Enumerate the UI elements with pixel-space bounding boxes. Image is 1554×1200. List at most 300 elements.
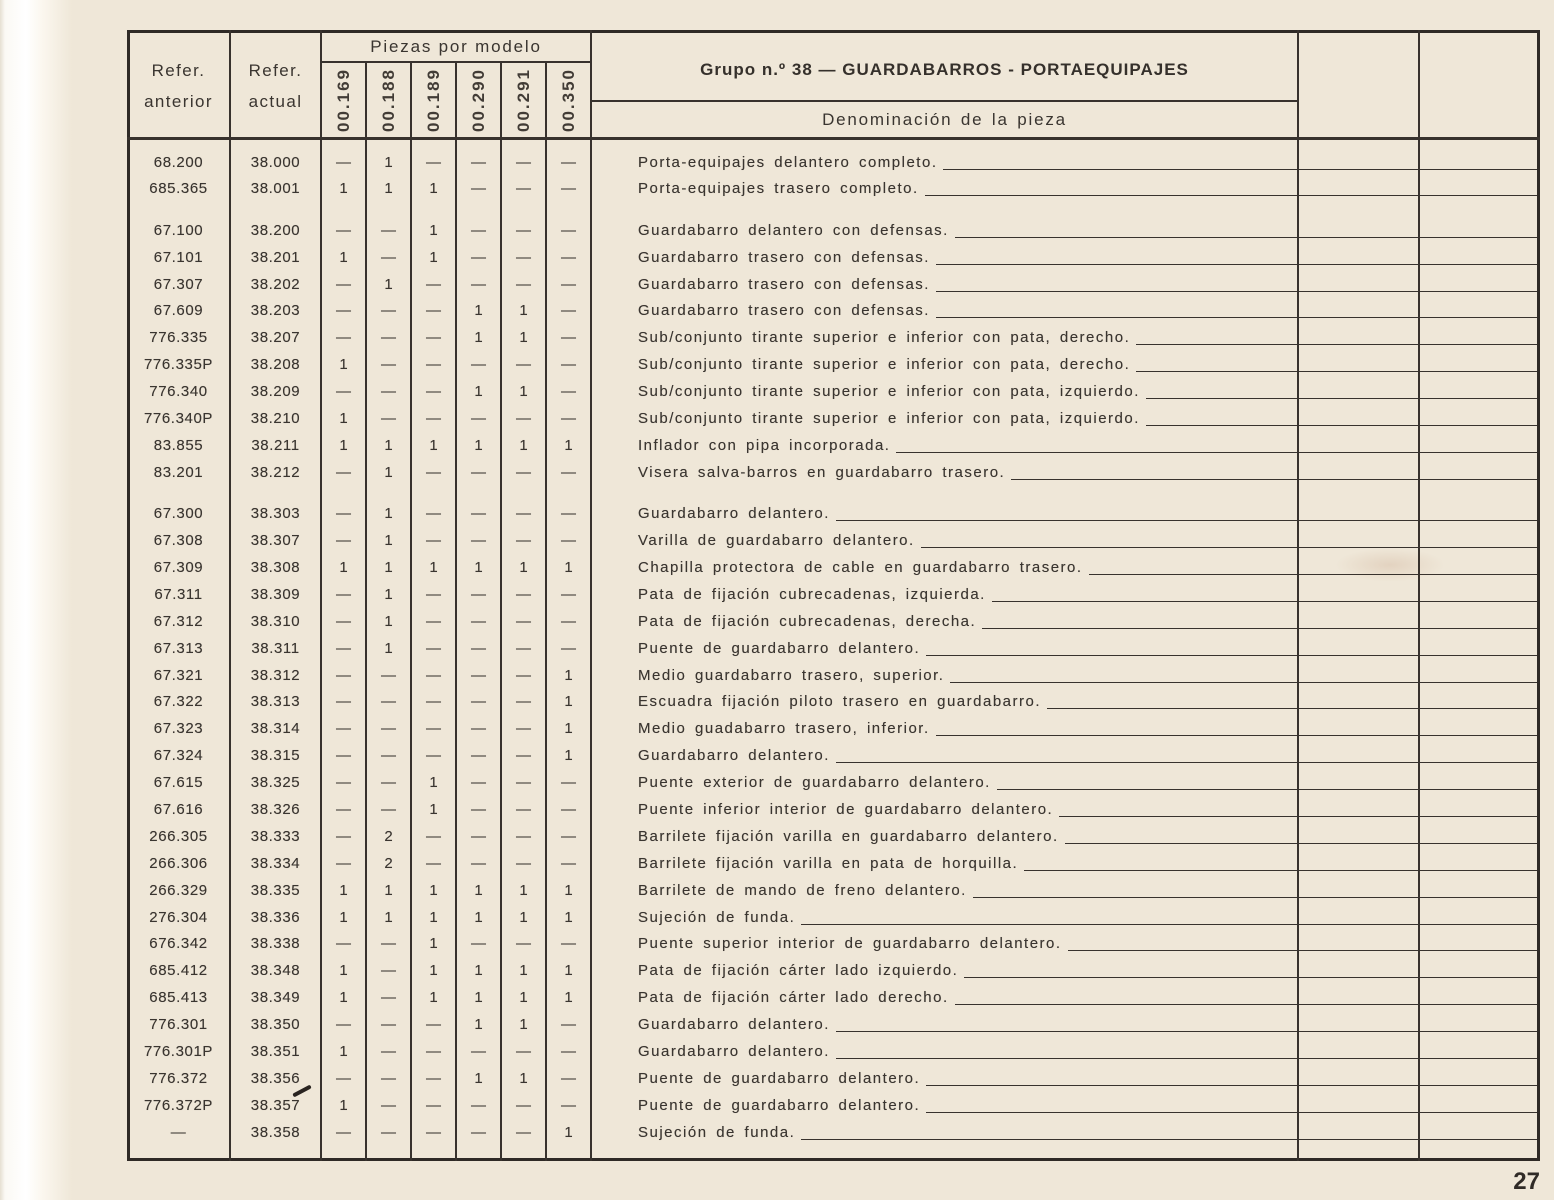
description-text: Puente de guardabarro delantero. <box>638 1096 921 1114</box>
model-qty-cell: — <box>381 935 396 953</box>
leader-line <box>926 1066 1298 1086</box>
row-rule <box>1419 905 1540 925</box>
row-rule <box>1298 636 1419 656</box>
leader-line <box>925 176 1298 196</box>
header-refer-actual-line1: Refer. <box>248 61 303 80</box>
model-qty-cell: — <box>516 356 531 374</box>
row-rule <box>1298 905 1419 925</box>
model-qty-cell: — <box>516 180 531 198</box>
leader-line <box>1047 689 1298 709</box>
row-rule <box>1298 1012 1419 1032</box>
table-row <box>127 689 1540 716</box>
row-rule <box>1298 609 1419 629</box>
table-row <box>127 379 1540 406</box>
model-qty-cell: 1 <box>384 908 393 926</box>
blank-column-cell <box>1419 743 1540 770</box>
row-group <box>127 501 1540 1146</box>
refer-anterior-cell: 83.201 <box>153 463 204 481</box>
header-denominacion: Denominación de la pieza <box>822 110 1067 129</box>
row-rule <box>1419 379 1540 399</box>
description-cell <box>591 150 1298 177</box>
leader-line <box>1146 406 1298 426</box>
model-qty-cell: — <box>426 720 441 738</box>
description-cell <box>591 878 1298 905</box>
row-rule <box>1298 689 1419 709</box>
description-text: Pata de fijación cubrecadenas, derecha. <box>638 612 977 630</box>
row-rule <box>1298 1093 1419 1113</box>
description-cell <box>591 797 1298 824</box>
model-qty-cell: — <box>561 854 576 872</box>
description-text: Guardabarro delantero. <box>638 505 830 523</box>
row-rule <box>1419 555 1540 575</box>
model-qty-cell: — <box>516 1096 531 1114</box>
leader-line <box>921 528 1298 548</box>
row-rule <box>1419 1120 1540 1140</box>
leader-line <box>936 716 1298 736</box>
blank-column-cell <box>1419 582 1540 609</box>
model-qty-cell: 1 <box>384 505 393 523</box>
refer-anterior-cell: 67.312 <box>153 612 204 630</box>
model-qty-cell: — <box>516 612 531 630</box>
refer-actual-cell: 38.001 <box>250 180 301 198</box>
row-rule <box>1298 1066 1419 1086</box>
model-qty-cell: 1 <box>474 1069 483 1087</box>
table-row <box>127 298 1540 325</box>
table-row <box>127 958 1540 985</box>
refer-anterior-cell: 685.413 <box>149 989 208 1007</box>
description-text: Sub/conjunto tirante superior e inferior con pata, derecho. <box>638 356 1131 374</box>
model-qty-cell: — <box>561 329 576 347</box>
model-qty-cell: 1 <box>384 881 393 899</box>
refer-actual-cell: 38.333 <box>250 827 301 845</box>
refer-actual-cell: 38.315 <box>250 747 301 765</box>
description-text: Visera salva-barros en guardabarro trasero. <box>638 463 1006 481</box>
model-qty-cell: 1 <box>474 436 483 454</box>
description-cell <box>591 555 1298 582</box>
model-code-label: 00.188 <box>378 68 398 132</box>
model-qty-cell: 1 <box>519 1069 528 1087</box>
refer-actual-cell: 38.211 <box>251 436 300 454</box>
description-text: Barrilete fijación varilla en pata de horquilla. <box>638 854 1019 872</box>
row-rule <box>1419 878 1540 898</box>
model-qty-cell: 1 <box>384 153 393 171</box>
model-qty-cell: — <box>516 639 531 657</box>
header-model-00-291 <box>501 62 546 138</box>
table-row <box>127 325 1540 352</box>
row-rule <box>1298 878 1419 898</box>
model-qty-cell: — <box>426 383 441 401</box>
model-qty-cell: — <box>516 827 531 845</box>
model-qty-cell: 1 <box>474 329 483 347</box>
model-qty-cell: 1 <box>519 383 528 401</box>
model-qty-cell: 1 <box>564 962 573 980</box>
description-cell <box>591 528 1298 555</box>
row-rule <box>1419 663 1540 683</box>
model-qty-cell: — <box>381 1096 396 1114</box>
row-rule <box>1298 985 1419 1005</box>
description-cell <box>591 743 1298 770</box>
model-qty-cell: — <box>561 302 576 320</box>
blank-column-cell <box>1298 1120 1419 1147</box>
refer-anterior-cell: 67.324 <box>153 747 204 765</box>
model-qty-cell: — <box>561 1043 576 1060</box>
model-qty-cell: — <box>336 153 351 171</box>
row-rule <box>1298 272 1419 292</box>
model-qty-cell: 1 <box>519 962 528 980</box>
blank-column-cell <box>1419 298 1540 325</box>
row-rule <box>1298 218 1419 238</box>
model-qty-cell: — <box>471 666 486 684</box>
leader-line <box>801 1120 1298 1140</box>
blank-column-cell <box>1298 689 1419 716</box>
blank-column-cell <box>1298 1093 1419 1120</box>
row-rule <box>1419 218 1540 238</box>
model-qty-cell: — <box>336 827 351 845</box>
model-qty-cell: 1 <box>339 881 348 899</box>
model-qty-cell: 1 <box>339 1043 348 1060</box>
row-rule <box>1298 851 1419 871</box>
model-qty-cell: — <box>426 612 441 630</box>
description-cell <box>591 851 1298 878</box>
leader-line <box>936 245 1298 265</box>
table-row <box>127 1039 1540 1066</box>
header-refer-actual <box>230 55 321 117</box>
model-qty-cell: — <box>561 612 576 630</box>
refer-anterior-cell: 776.340 <box>149 383 208 401</box>
model-qty-cell: 1 <box>429 248 438 266</box>
description-text: Puente de guardabarro delantero. <box>638 639 921 657</box>
page-binding-edge <box>0 0 75 1200</box>
leader-line <box>926 1093 1298 1113</box>
model-qty-cell: 1 <box>339 962 348 980</box>
refer-actual-cell: 38.202 <box>250 275 301 293</box>
model-qty-cell: — <box>471 1043 486 1060</box>
row-rule <box>1419 609 1540 629</box>
leader-line <box>1068 931 1298 951</box>
description-text: Porta-equipajes delantero completo. <box>638 153 938 171</box>
model-qty-cell: 1 <box>384 436 393 454</box>
blank-column-cell <box>1419 1120 1540 1147</box>
refer-anterior-cell: 266.329 <box>149 881 208 899</box>
blank-column-cell <box>1298 663 1419 690</box>
leader-line <box>836 1039 1298 1059</box>
leader-line <box>1146 379 1298 399</box>
blank-column-cell <box>1298 176 1419 203</box>
refer-anterior-cell: 67.311 <box>154 585 203 603</box>
model-qty-cell: 1 <box>384 612 393 630</box>
header-model-00-350 <box>546 62 591 138</box>
model-qty-cell: — <box>561 463 576 481</box>
column-divider <box>545 62 547 1161</box>
description-cell <box>591 958 1298 985</box>
model-qty-cell: — <box>471 356 486 374</box>
model-qty-cell: — <box>381 1069 396 1087</box>
description-cell <box>591 218 1298 245</box>
model-qty-cell: — <box>471 153 486 171</box>
refer-actual-cell: 38.326 <box>250 800 301 818</box>
blank-column-cell <box>1419 770 1540 797</box>
blank-column-cell <box>1419 218 1540 245</box>
header-bottom-rule <box>127 137 1540 140</box>
refer-actual-cell: 38.336 <box>250 908 301 926</box>
row-rule <box>1419 1066 1540 1086</box>
model-code-label: 00.189 <box>423 68 443 132</box>
refer-actual-cell: 38.307 <box>250 532 301 550</box>
header-model-00-188 <box>366 62 411 138</box>
refer-anterior-cell: 685.365 <box>149 180 208 198</box>
row-rule <box>1419 716 1540 736</box>
table-row <box>127 663 1540 690</box>
column-divider <box>455 62 457 1161</box>
row-rule <box>1419 824 1540 844</box>
model-qty-cell: 1 <box>474 1016 483 1034</box>
model-code-label: 00.169 <box>333 68 353 132</box>
model-qty-cell: — <box>336 1123 351 1141</box>
leader-line <box>1011 460 1298 480</box>
blank-column-cell <box>1298 433 1419 460</box>
model-qty-cell: — <box>381 383 396 401</box>
model-qty-cell: — <box>561 774 576 792</box>
model-qty-cell: 1 <box>339 989 348 1007</box>
model-qty-cell: 2 <box>384 854 393 872</box>
refer-actual-cell: 38.335 <box>250 881 301 899</box>
leader-line <box>955 218 1298 238</box>
description-text: Puente de guardabarro delantero. <box>638 1069 921 1087</box>
refer-anterior-cell: 67.323 <box>153 720 204 738</box>
blank-column-cell <box>1419 433 1540 460</box>
model-qty-cell: — <box>561 800 576 818</box>
model-qty-cell: — <box>516 1123 531 1141</box>
model-qty-cell: 1 <box>564 747 573 765</box>
leader-line <box>1136 352 1298 372</box>
refer-actual-cell: 38.334 <box>250 854 301 872</box>
model-qty-cell: — <box>381 962 396 980</box>
row-rule <box>1419 176 1540 196</box>
description-cell <box>591 406 1298 433</box>
blank-column-cell <box>1419 689 1540 716</box>
refer-actual-cell: 38.311 <box>251 639 300 657</box>
leader-line <box>836 501 1298 521</box>
table-row <box>127 245 1540 272</box>
model-qty-cell: — <box>426 329 441 347</box>
description-cell <box>591 1120 1298 1147</box>
model-qty-cell: — <box>336 1016 351 1034</box>
model-qty-cell: 1 <box>429 558 438 576</box>
row-rule <box>1298 716 1419 736</box>
model-qty-cell: — <box>426 153 441 171</box>
model-qty-cell: — <box>336 585 351 603</box>
model-qty-cell: — <box>471 1096 486 1114</box>
description-text: Sujeción de funda. <box>638 908 796 926</box>
model-qty-cell: 1 <box>339 1096 348 1114</box>
refer-actual-cell: 38.357 <box>250 1096 301 1114</box>
description-cell <box>591 298 1298 325</box>
blank-column-cell <box>1419 501 1540 528</box>
refer-actual-cell: 38.200 <box>250 221 301 239</box>
model-qty-cell: — <box>336 800 351 818</box>
table-row <box>127 528 1540 555</box>
column-divider <box>410 62 412 1161</box>
refer-actual-cell: 38.338 <box>250 935 301 953</box>
refer-anterior-cell: 776.340P <box>143 410 214 428</box>
row-rule <box>1298 325 1419 345</box>
models-header-rule <box>321 61 591 63</box>
model-qty-cell: — <box>516 774 531 792</box>
table-row <box>127 460 1540 487</box>
table-row <box>127 218 1540 245</box>
model-qty-cell: — <box>516 800 531 818</box>
leader-line <box>992 582 1298 602</box>
blank-column-cell <box>1419 985 1540 1012</box>
model-qty-cell: — <box>336 275 351 293</box>
table-row <box>127 555 1540 582</box>
row-rule <box>1419 1093 1540 1113</box>
row-rule <box>1419 528 1540 548</box>
refer-anterior-cell: 67.313 <box>153 639 204 657</box>
table-row <box>127 501 1540 528</box>
description-text: Sub/conjunto tirante superior e inferior con pata, izquierdo. <box>638 410 1140 428</box>
refer-anterior-cell: 776.301P <box>143 1043 214 1060</box>
description-text: Varilla de guardabarro delantero. <box>638 532 915 550</box>
row-rule <box>1298 176 1419 196</box>
refer-actual-cell: 38.207 <box>250 329 301 347</box>
blank-column-cell <box>1298 636 1419 663</box>
blank-column-cell <box>1419 609 1540 636</box>
description-cell <box>591 352 1298 379</box>
model-qty-cell: 2 <box>384 827 393 845</box>
header-model-00-189 <box>411 62 456 138</box>
refer-anterior-cell: 83.855 <box>153 436 204 454</box>
model-qty-cell: — <box>381 693 396 711</box>
description-text: Guardabarro delantero. <box>638 1043 830 1060</box>
model-qty-cell: — <box>516 221 531 239</box>
row-rule <box>1298 352 1419 372</box>
model-qty-cell: — <box>471 612 486 630</box>
model-qty-cell: — <box>561 410 576 428</box>
blank-column-cell <box>1298 743 1419 770</box>
refer-actual-cell: 38.201 <box>250 248 301 266</box>
model-qty-cell: — <box>516 720 531 738</box>
model-code-label: 00.350 <box>558 68 578 132</box>
description-text: Chapilla protectora de cable en guardabarro trasero. <box>638 558 1083 576</box>
blank-column-cell <box>1419 663 1540 690</box>
leader-line <box>926 636 1298 656</box>
blank-column-cell <box>1419 352 1540 379</box>
model-qty-cell: 1 <box>429 935 438 953</box>
model-qty-cell: — <box>336 747 351 765</box>
model-qty-cell: 1 <box>519 558 528 576</box>
description-cell <box>591 636 1298 663</box>
blank-column-cell <box>1419 1012 1540 1039</box>
header-piezas-por-modelo: Piezas por modelo <box>370 37 542 56</box>
model-qty-cell: 1 <box>429 221 438 239</box>
table-row <box>127 797 1540 824</box>
model-code-label: 00.290 <box>468 68 488 132</box>
blank-column-cell <box>1298 501 1419 528</box>
description-cell <box>591 1093 1298 1120</box>
model-qty-cell: — <box>561 532 576 550</box>
model-qty-cell: — <box>336 774 351 792</box>
model-qty-cell: 1 <box>474 558 483 576</box>
row-rule <box>1298 582 1419 602</box>
description-text: Medio guadabarro trasero, inferior. <box>638 720 930 738</box>
model-qty-cell: 1 <box>519 436 528 454</box>
blank-column-cell <box>1298 582 1419 609</box>
leader-line <box>973 878 1298 898</box>
row-rule <box>1419 985 1540 1005</box>
model-qty-cell: — <box>471 720 486 738</box>
blank-column-cell <box>1419 878 1540 905</box>
blank-column-cell <box>1298 1012 1419 1039</box>
blank-column-cell <box>1298 851 1419 878</box>
model-qty-cell: — <box>471 935 486 953</box>
model-qty-cell: — <box>336 666 351 684</box>
model-qty-cell: 1 <box>519 329 528 347</box>
refer-anterior-cell: 67.101 <box>153 248 204 266</box>
model-qty-cell: — <box>516 935 531 953</box>
row-rule <box>1298 460 1419 480</box>
table-row <box>127 1066 1540 1093</box>
description-text: Sub/conjunto tirante superior e inferior con pata, izquierdo. <box>638 383 1140 401</box>
model-qty-cell: — <box>381 720 396 738</box>
model-qty-cell: 1 <box>384 180 393 198</box>
leader-line <box>964 958 1298 978</box>
blank-column-cell <box>1419 272 1540 299</box>
parts-table-body <box>127 150 1540 1147</box>
model-qty-cell: 1 <box>339 558 348 576</box>
refer-actual-cell: 38.348 <box>250 962 301 980</box>
table-row <box>127 636 1540 663</box>
model-qty-cell: — <box>561 505 576 523</box>
description-text: Puente exterior de guardabarro delantero. <box>638 774 991 792</box>
refer-anterior-cell: 776.335P <box>143 356 214 374</box>
model-qty-cell: 1 <box>339 356 348 374</box>
model-qty-cell: 1 <box>384 463 393 481</box>
description-text: Medio guardabarro trasero, superior. <box>638 666 945 684</box>
model-qty-cell: 1 <box>429 774 438 792</box>
blank-column-cell <box>1298 406 1419 433</box>
model-qty-cell: 1 <box>564 693 573 711</box>
model-qty-cell: — <box>471 747 486 765</box>
model-qty-cell: 1 <box>429 908 438 926</box>
description-text: Barrilete de mando de freno delantero. <box>638 881 967 899</box>
model-qty-cell: — <box>516 153 531 171</box>
refer-actual-cell: 38.210 <box>250 410 301 428</box>
blank-column-cell <box>1298 797 1419 824</box>
model-qty-cell: — <box>381 747 396 765</box>
model-qty-cell: — <box>336 302 351 320</box>
leader-line <box>936 272 1298 292</box>
row-rule <box>1298 528 1419 548</box>
blank-column-cell <box>1419 1039 1540 1066</box>
model-qty-cell: — <box>426 1043 441 1060</box>
table-row <box>127 931 1540 958</box>
blank-column-cell <box>1419 406 1540 433</box>
model-qty-cell: 1 <box>564 666 573 684</box>
refer-anterior-cell: 276.304 <box>149 908 208 926</box>
model-qty-cell: — <box>516 666 531 684</box>
blank-column-cell <box>1298 379 1419 406</box>
description-text: Guardabarro trasero con defensas. <box>638 302 930 320</box>
model-qty-cell: — <box>336 532 351 550</box>
model-qty-cell: — <box>336 463 351 481</box>
model-qty-cell: — <box>336 221 351 239</box>
blank-column-cell <box>1298 609 1419 636</box>
table-row <box>127 716 1540 743</box>
refer-anterior-cell: 67.615 <box>153 774 204 792</box>
leader-line <box>1065 824 1298 844</box>
description-cell <box>591 689 1298 716</box>
